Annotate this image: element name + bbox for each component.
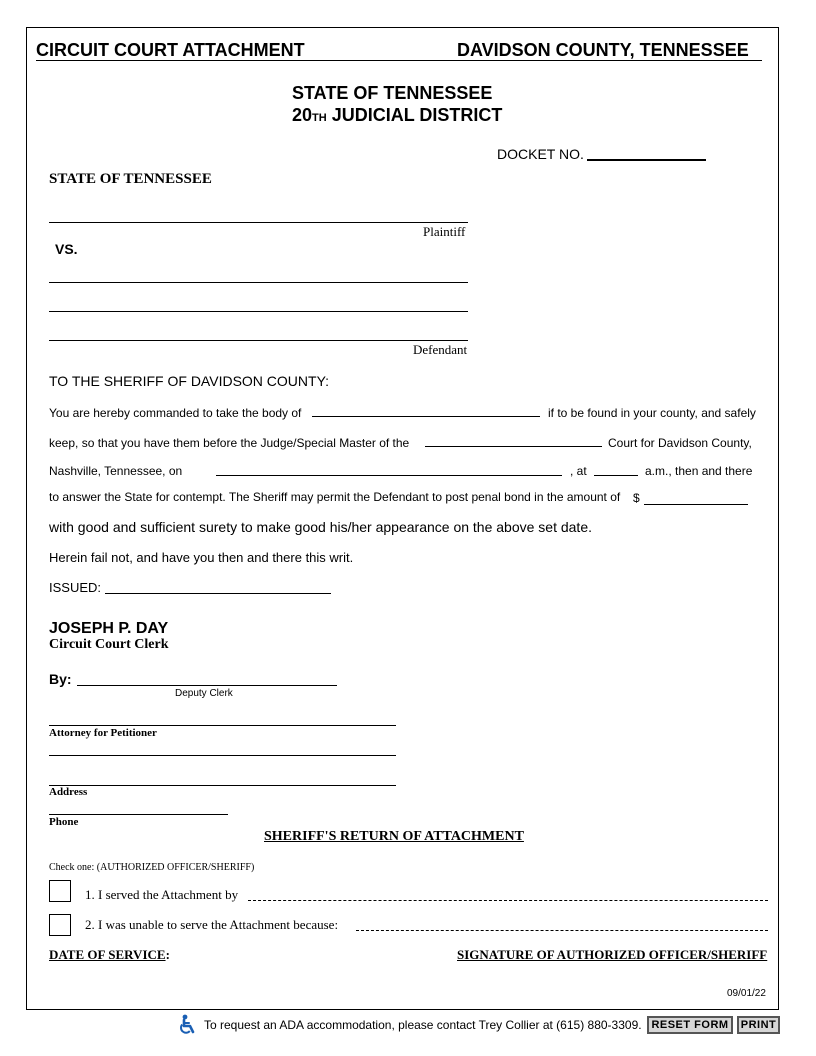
issued-label: ISSUED: xyxy=(49,580,102,595)
plaintiff-name: STATE OF TENNESSEE xyxy=(49,171,212,187)
body-line-4: to answer the State for contempt. The Sheriff may permit the Defendant to post penal bond in the amount of xyxy=(49,490,621,504)
clerk-title: Circuit Court Clerk xyxy=(49,637,169,652)
deputy-clerk-signature-field[interactable] xyxy=(77,671,337,686)
issued-date-field[interactable] xyxy=(105,579,331,594)
body-line-3c: a.m., then and there xyxy=(645,464,753,478)
address-field-2[interactable] xyxy=(49,771,396,786)
header-underline xyxy=(36,60,762,61)
body-line-2a: keep, so that you have them before the Judge/Special Master of the xyxy=(49,436,410,450)
address-label: Address xyxy=(49,786,88,798)
defendant-field-2[interactable] xyxy=(49,297,468,312)
option-served-label: 1. I served the Attachment by xyxy=(85,887,239,902)
bond-amount-field[interactable] xyxy=(644,490,748,505)
served-checkbox[interactable] xyxy=(49,880,71,902)
option-unable-label: 2. I was unable to serve the Attachment because: xyxy=(85,917,339,932)
versus-label: VS. xyxy=(55,241,78,257)
clerk-name: JOSEPH P. DAY xyxy=(49,620,169,637)
attorney-field[interactable] xyxy=(49,711,396,726)
defendant-field-3[interactable] xyxy=(49,326,468,341)
plaintiff-label: Plaintiff xyxy=(423,224,466,239)
appearance-time-field[interactable] xyxy=(594,461,638,476)
deputy-clerk-label: Deputy Clerk xyxy=(175,688,233,699)
district-heading: 20TH JUDICIAL DISTRICT xyxy=(292,105,503,125)
date-of-service-label: DATE OF SERVICE: xyxy=(49,947,170,962)
unable-checkbox[interactable] xyxy=(49,914,71,936)
form-revision-date: 09/01/22 xyxy=(727,988,766,999)
body-line-3a: Nashville, Tennessee, on xyxy=(49,464,183,478)
body-line-3b: , at xyxy=(570,464,587,478)
signature-label: SIGNATURE OF AUTHORIZED OFFICER/SHERIFF xyxy=(457,947,768,962)
appearance-date-field[interactable] xyxy=(216,461,562,476)
court-name-field[interactable] xyxy=(425,432,602,447)
phone-field[interactable] xyxy=(49,800,228,815)
sheriff-return-heading: SHERIFF'S RETURN OF ATTACHMENT xyxy=(264,829,524,844)
reset-form-button[interactable]: RESET FORM xyxy=(647,1016,733,1034)
to-sheriff-line: TO THE SHERIFF OF DAVIDSON COUNTY: xyxy=(49,373,330,389)
served-method-line[interactable] xyxy=(248,900,768,901)
body-line-2b: Court for Davidson County, xyxy=(608,436,752,450)
ada-notice: To request an ADA accommodation, please contact Trey Collier at (615) 880-3309. xyxy=(204,1018,642,1032)
phone-label: Phone xyxy=(49,816,79,828)
docket-label: DOCKET NO. xyxy=(497,146,584,162)
county-title: DAVIDSON COUNTY, TENNESSEE xyxy=(457,40,749,60)
unable-reason-line[interactable] xyxy=(356,930,768,931)
defendant-label: Defendant xyxy=(413,342,468,357)
form-title: CIRCUIT COURT ATTACHMENT xyxy=(36,40,305,60)
dollar-sign: $ xyxy=(633,491,640,505)
attorney-label: Attorney for Petitioner xyxy=(49,727,157,739)
body-line-1b: if to be found in your county, and safely xyxy=(548,406,756,420)
plaintiff-field[interactable] xyxy=(49,208,468,223)
body-line-5: with good and sufficient surety to make good his/her appearance on the above set date. xyxy=(49,519,592,535)
check-one-label: Check one: (AUTHORIZED OFFICER/SHERIFF) xyxy=(49,862,255,873)
state-heading: STATE OF TENNESSEE xyxy=(292,83,493,103)
accessibility-icon xyxy=(178,1014,198,1041)
defendant-field-1[interactable] xyxy=(49,268,468,283)
docket-number-field[interactable] xyxy=(587,145,706,161)
body-line-1a: You are hereby commanded to take the body of xyxy=(49,406,302,420)
body-line-6: Herein fail not, and have you then and there this writ. xyxy=(49,550,354,565)
by-label: By: xyxy=(49,671,72,687)
print-button[interactable]: PRINT xyxy=(737,1016,780,1034)
person-name-field[interactable] xyxy=(312,402,540,417)
address-field-1[interactable] xyxy=(49,741,396,756)
